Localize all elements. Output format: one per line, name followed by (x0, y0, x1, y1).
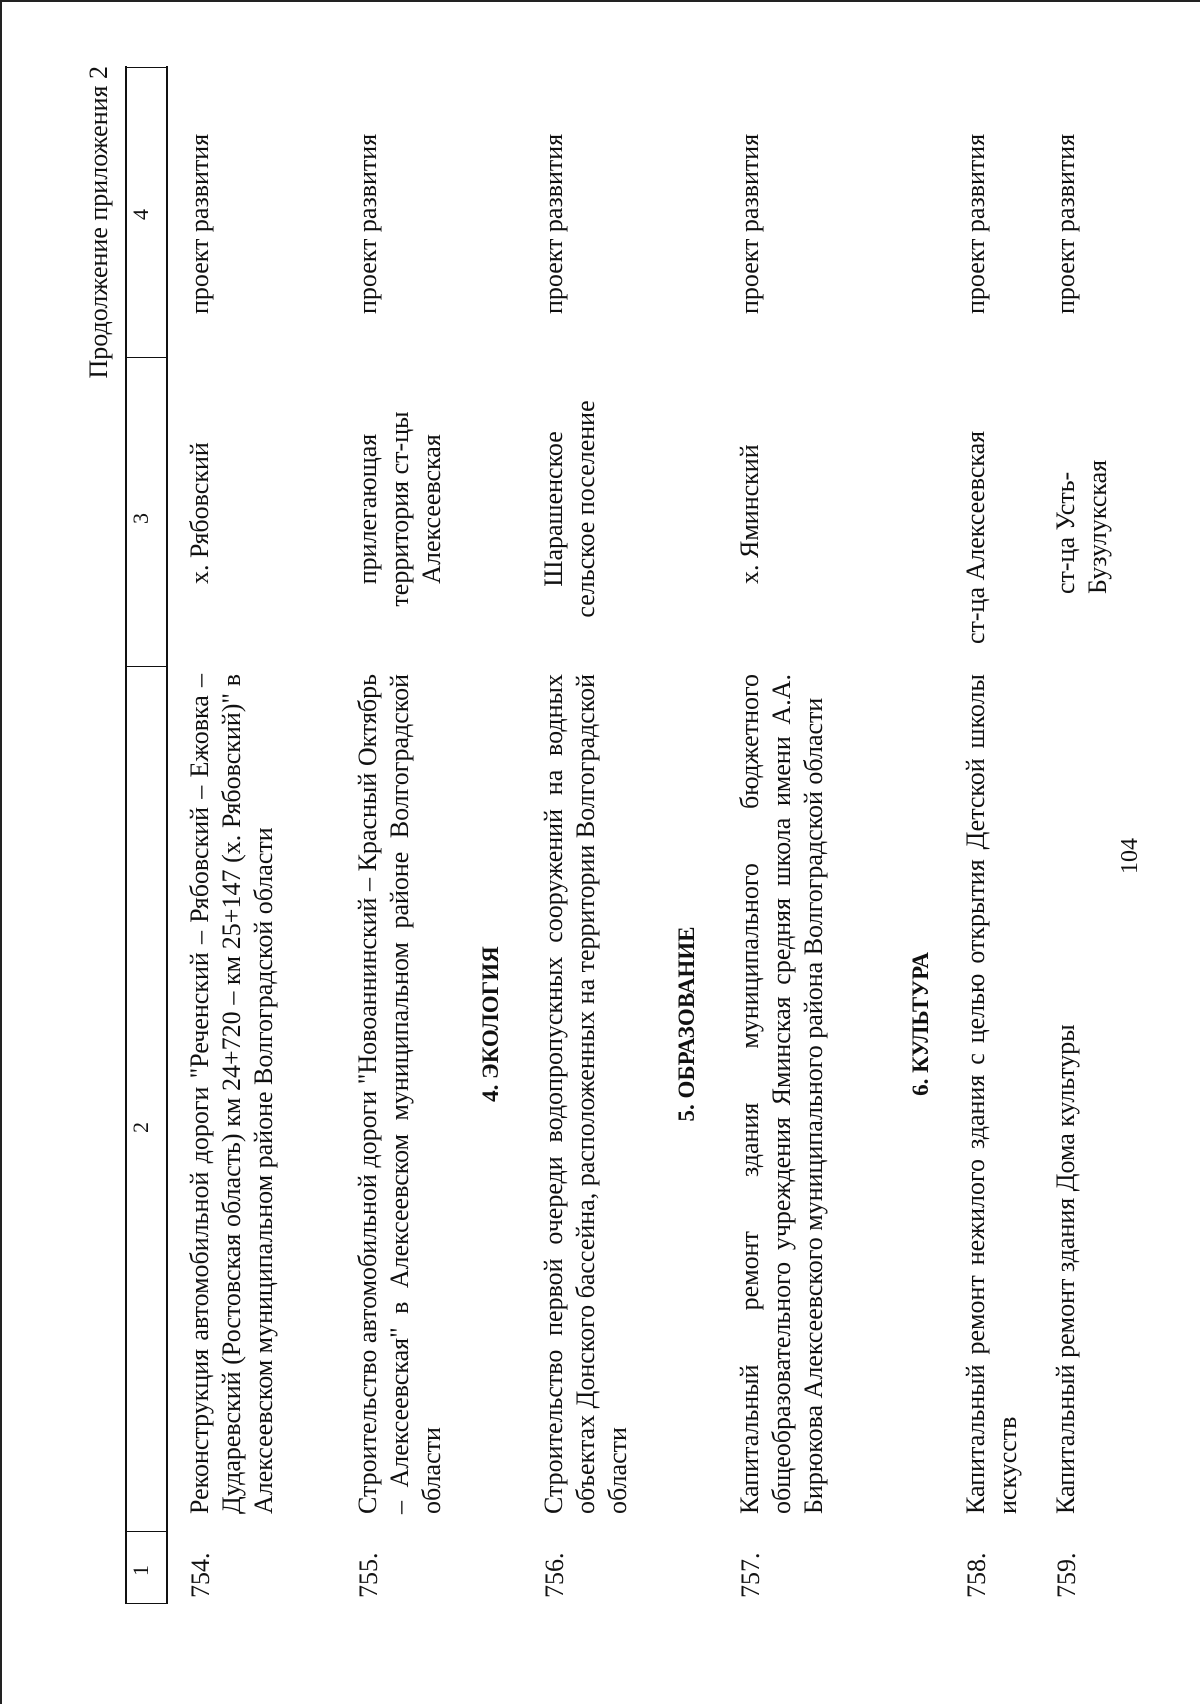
row-status: проект развития (961, 133, 990, 314)
column-number: 1 (128, 1565, 153, 1576)
row-number: 756. (540, 1552, 569, 1598)
appendix-caption: Продолжение приложения 2 (84, 66, 113, 379)
column-divider (125, 1603, 166, 1604)
section-heading-culture: 6. КУЛЬТУРА (908, 952, 933, 1096)
page-number: 104 (1117, 838, 1143, 874)
row-number: 754. (186, 1552, 215, 1598)
row-status: проект развития (735, 133, 764, 314)
header-rule-bottom (166, 66, 168, 1604)
column-divider (125, 666, 166, 667)
column-divider (125, 1531, 166, 1532)
row-description: Реконструкция автомобильной дороги "Реченский – Рябовский – Ежовка – Дударевский (Ростовская область) км 24+720 – км 25+147 (х. Рябовский)" в Алексеевском муниципальном районе Волгоградской области (185, 674, 278, 1514)
column-divider (125, 357, 166, 358)
row-status: проект развития (1051, 133, 1080, 314)
section-heading-education: 5. ОБРАЗОВАНИЕ (674, 926, 699, 1122)
row-number: 755. (354, 1552, 383, 1598)
row-description: Капитальный ремонт нежилого здания с целью открытия Детской школы искусств (961, 674, 1022, 1514)
row-place: х. Рябовский (185, 442, 214, 584)
row-description: Строительство первой очереди водопропускных сооружений на водных объектах Донского бассейна, расположенных на территории Волгоградской области (539, 674, 632, 1514)
column-number: 2 (128, 1122, 153, 1133)
column-number: 4 (128, 209, 153, 220)
column-number: 3 (128, 513, 153, 524)
row-place: ст-ца Алексеевская (961, 430, 990, 644)
row-description: Капитальный ремонт здания Дома культуры (1051, 1024, 1080, 1514)
row-status: проект развития (185, 133, 214, 314)
row-status: проект развития (353, 133, 382, 314)
row-status: проект развития (539, 133, 568, 314)
row-place: прилегающая территория ст-цы Алексеевская (353, 411, 446, 607)
row-place: Шарашенское сельское поселение (539, 400, 600, 618)
section-heading-ecology: 4. ЭКОЛОГИЯ (478, 946, 503, 1102)
column-divider (125, 67, 166, 68)
row-description: Строительство автомобильной дороги "Новоаннинский – Красный Октябрь – Алексеевская" в Алексеевском муниципальном районе Волгоградской области (353, 674, 446, 1514)
row-number: 758. (962, 1552, 991, 1598)
row-number: 757. (736, 1552, 765, 1598)
header-rule-top (125, 66, 127, 1604)
row-description: Капитальный ремонт здания муниципального бюджетного общеобразовательного учреждения Яминская средняя школа имени А.А. Бирюкова Алексеевского муниципального района Волгоградской области (735, 674, 828, 1514)
row-place: х. Яминский (735, 444, 764, 584)
row-place: ст-ца Усть-Бузулукская (1051, 459, 1112, 594)
row-number: 759. (1052, 1552, 1081, 1598)
